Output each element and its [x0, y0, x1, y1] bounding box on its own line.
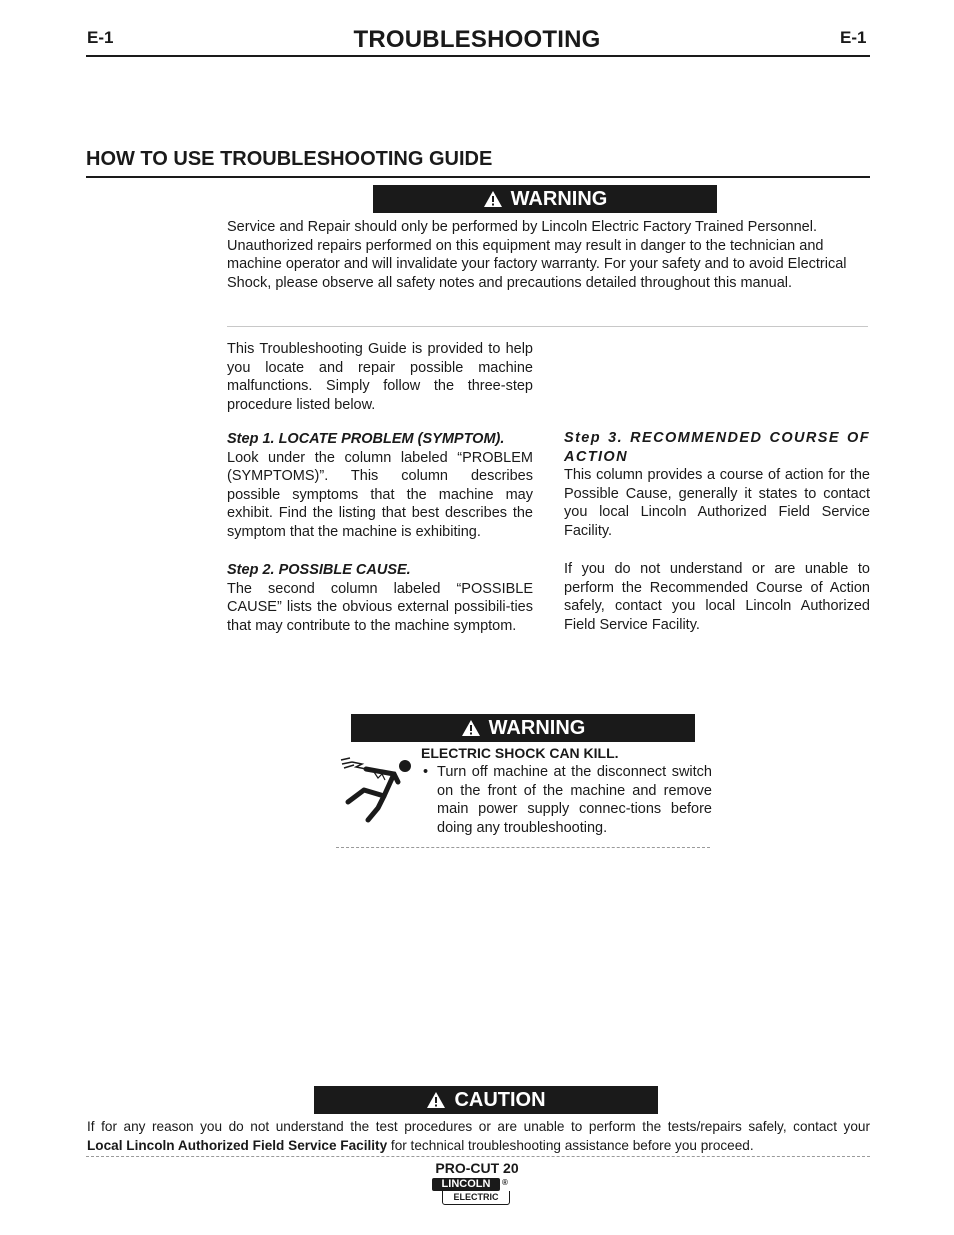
caution-banner: [314, 1086, 658, 1114]
caution-text-after: for technical troubleshooting assistance before you proceed.: [387, 1137, 754, 1153]
warning-label: WARNING: [488, 716, 586, 739]
guide-intro: This Troubleshooting Guide is provided to help you locate and repair possible machine malfunctions. Simply follow the three-step procedure listed below.: [227, 341, 533, 413]
caution-bold: Local Lincoln Authorized Field Service Facility: [87, 1137, 388, 1153]
shock-divider: [336, 847, 710, 848]
step2-block: [227, 561, 533, 635]
footer-divider: [86, 1156, 870, 1157]
logo-registered-mark: ®: [502, 1178, 508, 1187]
lincoln-electric-logo: [432, 1178, 512, 1208]
step1-block: [227, 430, 533, 542]
caution-label: CAUTION: [454, 1088, 546, 1111]
caution-text: [87, 1118, 870, 1155]
electric-shock-icon: [338, 752, 414, 826]
page-code-left: E-1: [87, 28, 114, 47]
step3-title: Step 3. RECOMMENDED COURSE OF ACTION: [564, 430, 870, 465]
header-rule: [86, 55, 870, 57]
warning-triangle-icon: [483, 190, 503, 208]
page-code-right: E-1: [840, 28, 867, 47]
logo-bottom-text: ELECTRIC: [442, 1191, 510, 1205]
caution-text-line1: If for any reason you do not understand the test procedures or are unable to perform the tests/repairs safely, contact your: [87, 1119, 870, 1134]
bullet-mark: •: [423, 764, 429, 780]
step2-body: The second column labeled “POSSIBLE CAUSE” lists the obvious external possibili-ties that may contribute to the machine symptom.: [227, 580, 533, 634]
step3-body: This column provides a course of action for the Possible Cause, generally it states to contact you local Lincoln Authorized Field Service Facility.: [564, 467, 870, 539]
footer-model: PRO-CUT 20: [435, 1160, 519, 1176]
warning-divider: [227, 326, 868, 327]
guide-closing: If you do not understand or are unable to perform the Recommended Course of Action safely, contact you local Lincoln Authorized Field Service Facility.: [564, 561, 870, 633]
shock-title: ELECTRIC SHOCK CAN KILL.: [421, 745, 619, 761]
warning-triangle-icon: [461, 719, 481, 737]
step1-body: Look under the column labeled “PROBLEM (SYMPTOMS)”. This column describes possible symptoms that the machine may exhibit. Find the listing that best describes the symptom that the machine is exhibiting.: [227, 449, 533, 540]
warning-label: WARNING: [510, 187, 608, 210]
shock-bullet: [423, 763, 712, 837]
warning-banner-top: [373, 185, 717, 213]
page-title: TROUBLESHOOTING: [353, 26, 601, 53]
warning-text: Service and Repair should only be performed by Lincoln Electric Factory Trained Personnel. Unauthorized repairs performed on this equipment may result in danger to the technician and machine operator and will invalidate your factory warranty. For your safety and to avoid Electrical Shock, please observe all safety notes and precautions detailed throughout this manual.: [227, 219, 847, 291]
warning-triangle-icon: [426, 1091, 446, 1109]
step2-title: Step 2. POSSIBLE CAUSE.: [227, 562, 411, 578]
step3-block: [564, 429, 870, 541]
shock-bullet-text: Turn off machine at the disconnect switch on the front of the machine and remove main power supply connec-tions before doing any troubleshooting.: [437, 764, 712, 836]
warning-banner-shock: [351, 714, 695, 742]
logo-top-text: LINCOLN: [432, 1178, 500, 1191]
step1-title: Step 1. LOCATE PROBLEM (SYMPTOM).: [227, 431, 505, 447]
section-heading: HOW TO USE TROUBLESHOOTING GUIDE: [86, 148, 493, 170]
section-rule: [86, 176, 870, 178]
